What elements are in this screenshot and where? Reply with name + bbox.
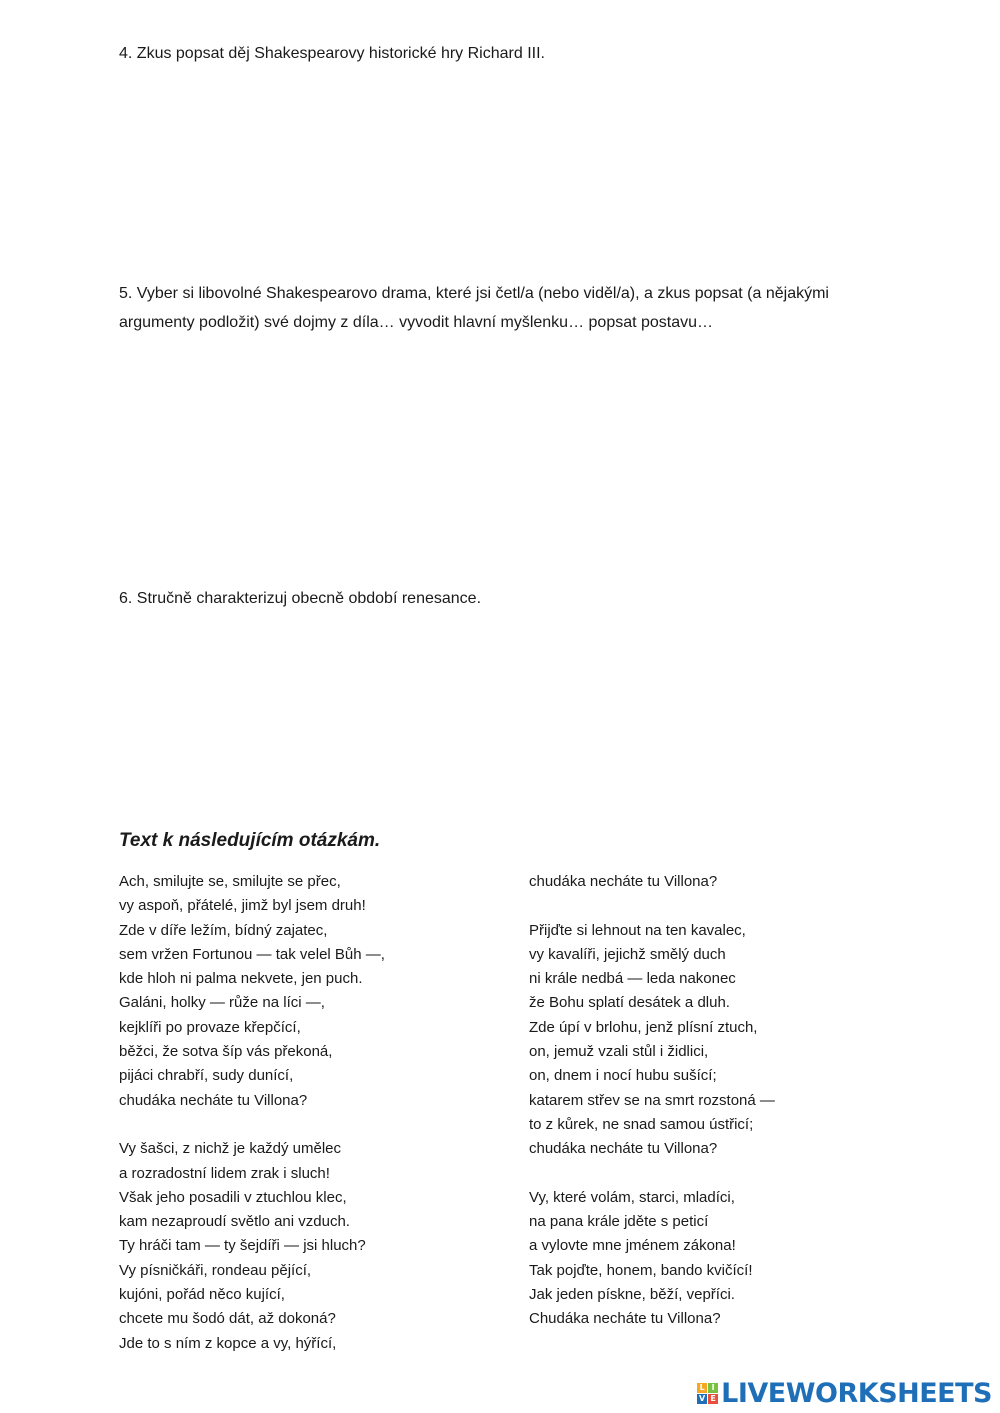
poem-line: ni krále nedbá — leda nakonec — [529, 970, 736, 988]
poem-line: a vylovte mne jménem zákona! — [529, 1237, 736, 1255]
poem-line: chudáka necháte tu Villona? — [119, 1091, 308, 1109]
poem-line: Zde v díře ležím, bídný zajatec, — [119, 921, 328, 939]
logo-text: LIVEWORKSHEETS — [721, 1377, 992, 1409]
poem-line: běžci, že sotva šíp vás překoná, — [119, 1043, 333, 1061]
poem-line: kam nezaproudí světlo ani vzduch. — [119, 1213, 350, 1231]
poem-line: on, dnem i nocí hubu sušící; — [529, 1067, 717, 1085]
poem-line: Chudáka necháte tu Villona? — [529, 1310, 721, 1328]
poem-line: sem vržen Fortunou — tak velel Bůh —, — [119, 945, 385, 963]
poem-line: Jde to s ním z kopce a vy, hýřící, — [119, 1334, 337, 1352]
poem-line: na pana krále jděte s peticí — [529, 1213, 709, 1231]
poem-line: Zde úpí v brlohu, jenž plísní ztuch, — [529, 1018, 758, 1036]
question-5: 5. Vyber si libovolné Shakespearovo drama, které jsi četl/a (nebo viděl/a), a zkus popsat (a nějakými argumenty podložit) své dojmy z díla… vyvodit hlavní myšlenku… popsat postavu… — [119, 285, 829, 331]
poem-line: Vy písničkáři, rondeau pějící, — [119, 1261, 312, 1279]
poem-line: pijáci chrabří, sudy dunící, — [119, 1067, 294, 1085]
question-4: 4. Zkus popsat děj Shakespearovy historické hry Richard III. — [119, 45, 545, 62]
poem-line: kujóni, pořád něco kující, — [119, 1286, 285, 1304]
poem-line: Ty hráči tam — ty šejdíři — jsi hluch? — [119, 1237, 366, 1255]
poem-line: chcete mu šodó dát, až dokoná? — [119, 1310, 336, 1328]
poem-line: Galáni, holky — růže na líci —, — [119, 994, 325, 1012]
poem-column-right — [529, 870, 929, 1332]
poem-line: Tak pojďte, honem, bando kvičící! — [529, 1261, 753, 1279]
poem-line: vy aspoň, přátelé, jimž byl jsem druh! — [119, 897, 366, 915]
poem-line: Vy, které volám, starci, mladíci, — [529, 1188, 735, 1206]
stanza-gap — [529, 894, 929, 918]
poem-line: a rozradostní lidem zrak i sluch! — [119, 1164, 330, 1182]
poem-line: Vy šašci, z nichž je každý umělec — [119, 1140, 342, 1158]
poem-line: Ach, smilujte se, smilujte se přec, — [119, 873, 341, 890]
poem-line: Jak jeden pískne, běží, vepříci. — [529, 1286, 735, 1304]
liveworksheets-logo — [697, 1377, 992, 1409]
poem-line: Však jeho posadili v ztuchlou klec, — [119, 1188, 347, 1206]
logo-mark-tile: V — [699, 1393, 706, 1403]
question-6: 6. Stručně charakterizuj obecně období renesance. — [119, 590, 482, 607]
poem-line: že Bohu splatí desátek a dluh. — [529, 994, 730, 1012]
poem-column-left — [119, 870, 499, 1356]
poem-line: katarem střev se na smrt rozstoná — — [529, 1091, 775, 1109]
logo-mark-tile: E — [708, 1394, 718, 1404]
logo-mark-tile: I — [708, 1383, 718, 1393]
poem-line: chudáka necháte tu Villona? — [529, 1140, 718, 1158]
poem-line: chudáka necháte tu Villona? — [529, 873, 718, 890]
poem-line: to z kůrek, ne snad samou ústřicí; — [529, 1115, 754, 1133]
logo-mark-tile: L — [697, 1383, 707, 1393]
poem-line: Přijďte si lehnout na ten kavalec, — [529, 921, 746, 939]
stanza-gap — [119, 1113, 499, 1137]
poem-line: on, jemuž vzali stůl i židlici, — [529, 1043, 709, 1061]
section-heading: Text k následujícím otázkám. — [119, 830, 381, 851]
stanza-gap — [529, 1162, 929, 1186]
poem-line: kejklíři po provaze křepčící, — [119, 1018, 301, 1036]
poem-line: kde hloh ni palma nekvete, jen puch. — [119, 970, 363, 988]
logo-mark-icon — [697, 1383, 718, 1404]
poem-line: vy kavalíři, jejichž smělý duch — [529, 945, 726, 963]
